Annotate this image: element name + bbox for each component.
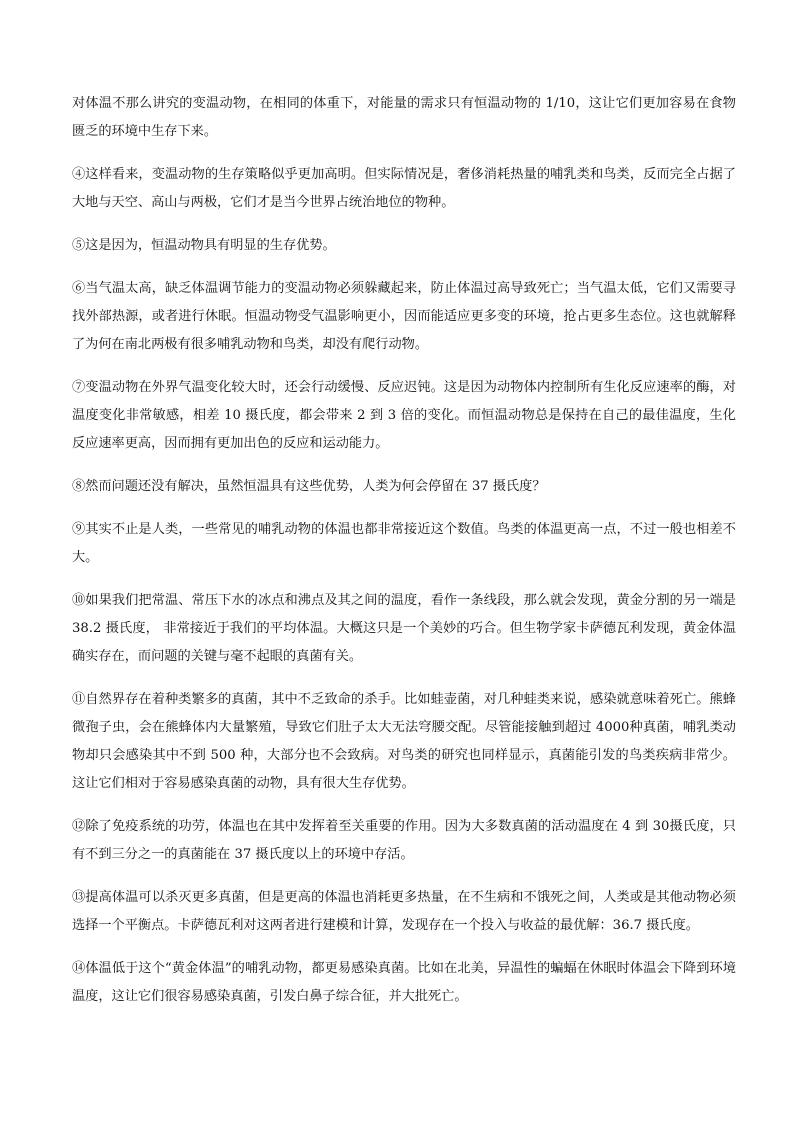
paragraph-7: ⑦变温动物在外界气温变化较大时，还会行动缓慢、反应迟钝。这是因为动物体内控制所有生化反应速率的酶，对温度变化非常敏感，相差 10 摄氏度，都会带来 2 到 3 倍的变化。而恒温动物总是保持在自己的最佳温度，生化反应速率更高，因而拥有更加出色的反应和运动能力。: [72, 380, 736, 451]
paragraph-14: ⑭体温低于这个“黄金体温”的哺乳动物，都更易感染真菌。比如在北美，异温性的蝙蝠在休眠时体温会下降到环境温度，这让它们很容易感染真菌，引发白鼻子综合征，并大批死亡。: [72, 961, 736, 1004]
paragraph-5: ⑤这是因为，恒温动物具有明显的生存优势。: [72, 238, 336, 253]
paragraph-4: ④这样看来，变温动物的生存策略似乎更加高明。但实际情况是，奢侈消耗热量的哺乳类和鸟类，反而完全占据了大地与天空、高山与两极，它们才是当今世界占统治地位的物种。: [72, 167, 736, 210]
paragraph-6: ⑥当气温太高，缺乏体温调节能力的变温动物必须躲藏起来，防止体温过高导致死亡；当气温太低，它们又需要寻找外部热源，或者进行休眠。恒温动物受气温影响更小，因而能适应更多变的环境，抢占更多生态位。这也就解释了为何在南北两极有很多哺乳动物和鸟类，却没有爬行动物。: [72, 281, 736, 352]
paragraph-intro: 对体温不那么讲究的变温动物，在相同的体重下，对能量的需求只有恒温动物的 1/10，这让它们更加容易在食物匮乏的环境中生存下来。: [72, 96, 736, 139]
paragraph-10: ⑩如果我们把常温、常压下水的冰点和沸点及其之间的温度，看作一条线段，那么就会发现，黄金分割的另一端是 38.2 摄氏度， 非常接近于我们的平均体温。大概这只是一个美妙的巧合。但生物学家卡萨德瓦利发现，黄金体温确实存在，而问题的关键与毫不起眼的真菌有关。: [72, 593, 736, 664]
paragraph-8: ⑧然而问题还没有解决，虽然恒温具有这些优势，人类为何会停留在 37 摄氏度？: [72, 479, 546, 494]
paragraph-13: ⑬提高体温可以杀灭更多真菌，但是更高的体温也消耗更多热量，在不生病和不饿死之间，人类或是其他动物必须选择一个平衡点。卡萨德瓦利对这两者进行建模和计算，发现存在一个投入与收益的最优解：36.7 摄氏度。: [72, 890, 736, 933]
document-body: [72, 90, 736, 1026]
paragraph-11: ⑪自然界存在着种类繁多的真菌，其中不乏致命的杀手。比如蛙壶菌，对几种蛙类来说，感染就意味着死亡。熊蜂微孢子虫，会在熊蜂体内大量繁殖，导致它们肚子太大无法穹腰交配。尽管能接触到超过 4000种真菌，哺乳类动物却只会感染其中不到 500 种，大部分也不会致病。对鸟类的研究也同样显示，真菌能引发的鸟类疾病非常少。这让它们相对于容易感染真菌的动物，具有很大生存优势。: [72, 692, 736, 791]
paragraph-12: ⑫除了免疫系统的功劳，体温也在其中发挥着至关重要的作用。因为大多数真菌的活动温度在 4 到 30摄氏度，只有不到三分之一的真菌能在 37 摄氏度以上的环境中存活。: [72, 819, 736, 862]
paragraph-9: ⑨其实不止是人类，一些常见的哺乳动物的体温也都非常接近这个数值。鸟类的体温更高一点，不过一般也相差不大。: [72, 522, 736, 565]
